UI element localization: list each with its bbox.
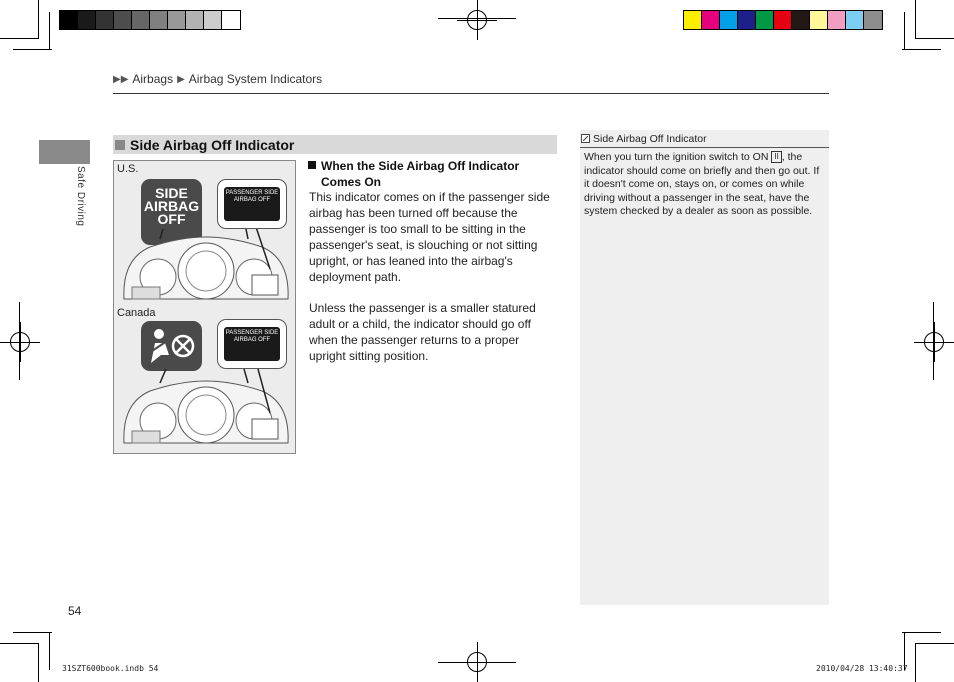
color-swatch	[702, 11, 720, 29]
breadcrumb-item-indicators[interactable]: Airbag System Indicators	[188, 72, 323, 86]
note-heading	[580, 130, 829, 148]
crop-mark	[49, 12, 50, 50]
crop-mark	[49, 632, 50, 670]
color-swatch	[774, 11, 792, 29]
indicator-line-3: OFF	[157, 211, 186, 227]
breadcrumb	[113, 72, 322, 86]
passenger-side-airbag-off-indicator-us	[217, 179, 287, 229]
crop-mark	[13, 49, 52, 50]
crop-mark	[19, 302, 20, 380]
side-airbag-off-indicator-canada	[141, 321, 202, 371]
chapter-tab	[39, 140, 90, 164]
passenger-airbag-label-canada: PASSENGER SIDE AIRBAG OFF	[224, 327, 280, 361]
region-label-us: U.S.	[117, 163, 139, 175]
color-swatch	[828, 11, 846, 29]
crop-mark	[902, 632, 941, 633]
note-sidebar	[580, 130, 829, 605]
footer-timestamp: 2010/04/28 13:40:37	[816, 664, 908, 673]
note-text-part-1: When you turn the ignition switch to ON	[584, 151, 772, 163]
color-swatch	[60, 11, 78, 29]
color-swatch	[186, 11, 204, 29]
indicator-illustration	[113, 160, 296, 454]
passenger-airbag-label-us: PASSENGER SIDE AIRBAG OFF	[224, 187, 280, 221]
crop-mark	[902, 49, 941, 50]
region-label-canada: Canada	[117, 307, 156, 319]
crop-mark	[904, 12, 905, 50]
seated-passenger-off-icon	[141, 321, 202, 371]
paragraph-2: Unless the passenger is a smaller statured adult or a child, the indicator should go off when the passenger returns to a proper upright sitting position.	[309, 301, 536, 363]
color-calibration-bar	[683, 10, 883, 30]
breadcrumb-arrow-icon: ▶	[177, 73, 185, 85]
breadcrumb-item-airbags[interactable]: Airbags	[132, 72, 174, 86]
registration-mark	[457, 0, 497, 40]
color-swatch	[756, 11, 774, 29]
subheading	[308, 158, 558, 190]
color-swatch	[792, 11, 810, 29]
ignition-position-key: II	[771, 151, 781, 163]
crop-mark	[915, 643, 916, 682]
crop-mark	[915, 38, 954, 39]
color-swatch	[864, 11, 882, 29]
section-heading	[113, 135, 557, 154]
subheading-square-icon	[308, 161, 316, 169]
note-reference-icon	[581, 134, 590, 143]
note-text	[584, 151, 826, 219]
crop-mark	[438, 18, 516, 19]
color-swatch	[684, 11, 702, 29]
color-swatch	[132, 11, 150, 29]
crop-mark	[13, 632, 52, 633]
crop-mark	[0, 38, 39, 39]
color-swatch	[204, 11, 222, 29]
note-title: Side Airbag Off Indicator	[593, 132, 707, 145]
color-swatch	[810, 11, 828, 29]
crop-mark	[38, 0, 39, 39]
header-divider	[113, 93, 829, 94]
registration-mark	[914, 322, 954, 362]
color-swatch	[78, 11, 96, 29]
breadcrumb-arrow-icon: ▶▶	[113, 73, 129, 85]
crop-mark	[915, 643, 954, 644]
subheading-line-2: Comes On	[321, 175, 382, 189]
instrument-panel-canada-icon	[120, 369, 292, 449]
crop-mark	[38, 643, 39, 682]
color-swatch	[114, 11, 132, 29]
gray-calibration-bar	[59, 10, 241, 30]
color-swatch	[96, 11, 114, 29]
color-swatch	[720, 11, 738, 29]
crop-mark	[0, 643, 39, 644]
footer-filename: 31SZT600book.indb 54	[62, 664, 159, 673]
crop-mark	[438, 662, 516, 663]
indicator-line-2: AIRBAG	[143, 198, 200, 214]
instrument-panel-us-icon	[120, 229, 292, 305]
color-swatch	[222, 11, 240, 29]
section-title: Side Airbag Off Indicator	[130, 136, 295, 153]
color-swatch	[168, 11, 186, 29]
color-swatch	[738, 11, 756, 29]
passenger-side-airbag-off-indicator-canada	[217, 319, 287, 369]
note-text-part-2: , the indicator should come on briefly and then go out. If it doesn't come on, stays on, or comes on while driving without a passenger in the seat, have the system checked by a dealer as soon as possible.	[584, 151, 820, 217]
color-swatch	[150, 11, 168, 29]
subheading-line-1: When the Side Airbag Off Indicator	[321, 159, 520, 173]
section-square-icon	[115, 140, 125, 150]
indicator-line-1: SIDE	[155, 185, 188, 201]
page-number: 54	[68, 604, 82, 618]
chapter-tab-label: Safe Driving	[75, 166, 86, 227]
color-swatch	[846, 11, 864, 29]
crop-mark	[933, 302, 934, 380]
crop-mark	[915, 0, 916, 39]
paragraph-1: This indicator comes on if the passenger side airbag has been turned off because the passenger is too small to be sitting in the passenger's seat, is slouching or not sitting upright, or has leaned into the airbag's deployment path.	[309, 190, 550, 284]
registration-mark	[0, 322, 40, 362]
